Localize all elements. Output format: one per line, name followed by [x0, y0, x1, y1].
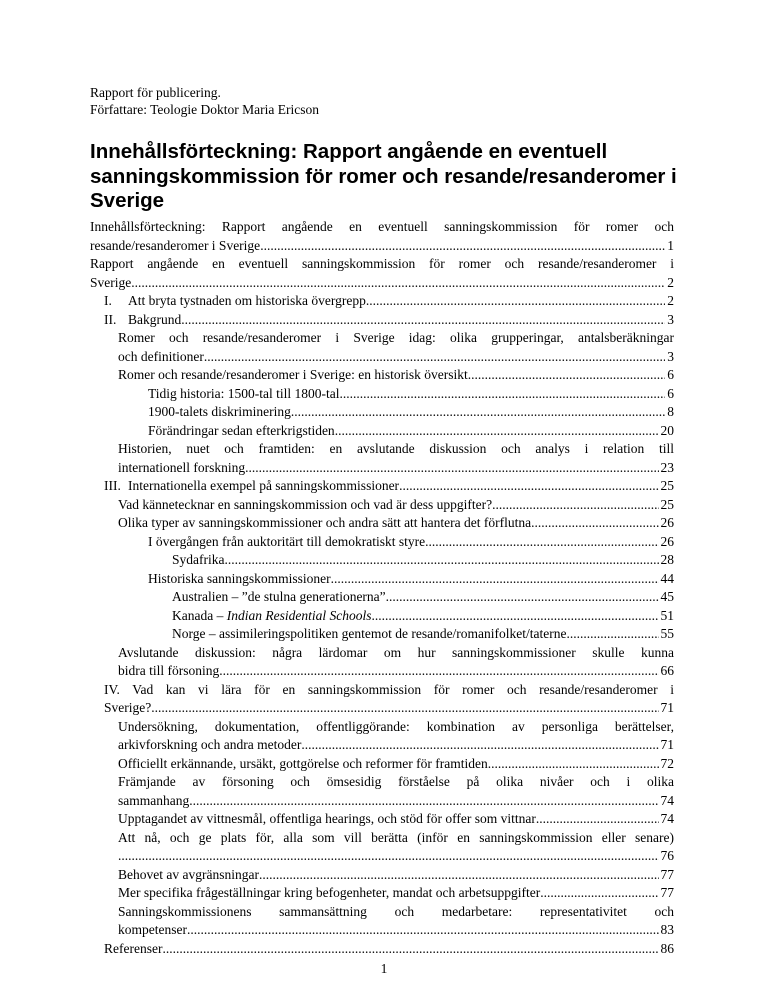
toc-entry-text: Främjande av försoning och ömsesidig förståelse på olika nivåer och i olika — [118, 774, 674, 789]
toc-entry[interactable] — [90, 570, 674, 589]
dot-leader — [386, 588, 659, 607]
dot-leader — [366, 292, 665, 311]
dot-leader — [245, 459, 658, 478]
dot-leader — [187, 921, 659, 940]
toc-entry-text: Avslutande diskussion: några lärdomar om hur sanningskommissioner skulle kunna — [118, 644, 674, 660]
toc-entry[interactable] — [90, 810, 674, 829]
toc-entry-text: Upptagandet av vittnesmål, offentliga hearings, och stöd för offer som vittnar — [118, 811, 536, 826]
toc-entry-text: Officiellt erkännande, ursäkt, gottgörelse och reformer för framtiden — [118, 755, 488, 771]
toc-page-number: 77 — [660, 866, 674, 882]
toc-entry[interactable] — [90, 884, 674, 903]
toc-entry[interactable] — [90, 496, 674, 515]
toc-entry[interactable] — [90, 607, 674, 626]
table-of-contents — [90, 218, 674, 958]
toc-entry-text: Sanningskommissionens sammansättning och medarbetare: representativitet och — [118, 903, 674, 919]
dot-leader — [131, 274, 665, 293]
toc-entry[interactable] — [90, 292, 674, 311]
toc-page-number: 8 — [667, 404, 674, 419]
toc-entry-text: Tidig historia: 1500-tal till 1800-tal — [148, 385, 340, 401]
toc-entry[interactable] — [90, 422, 674, 441]
dot-leader — [567, 625, 659, 644]
toc-entry[interactable] — [90, 440, 674, 477]
page-number: 1 — [380, 961, 388, 976]
toc-entry[interactable] — [90, 255, 674, 292]
toc-entry-text: 1900-talets diskriminering — [148, 404, 291, 419]
dot-leader — [181, 311, 665, 330]
toc-page-number: 74 — [660, 792, 674, 808]
toc-entry[interactable] — [90, 403, 674, 422]
toc-entry[interactable] — [90, 681, 674, 718]
toc-page-number: 86 — [660, 940, 674, 956]
toc-page-number: 26 — [660, 533, 674, 549]
toc-entry-text: Sydafrika — [172, 552, 225, 567]
toc-page-number: 44 — [660, 570, 674, 586]
toc-entry[interactable] — [90, 588, 674, 607]
toc-page-number: 74 — [660, 811, 674, 826]
toc-page-number: 71 — [660, 737, 674, 752]
toc-page-number: 45 — [660, 589, 674, 604]
dot-leader — [335, 422, 659, 441]
toc-entry[interactable] — [90, 625, 674, 644]
dot-leader — [492, 496, 658, 515]
dot-leader — [540, 884, 658, 903]
toc-entry-text: och definitioner — [118, 348, 204, 364]
toc-entry-text: bidra till försoning — [118, 663, 220, 678]
toc-page-number: 51 — [660, 607, 674, 623]
toc-entry[interactable] — [90, 866, 674, 885]
report-author: Författare: Teologie Doktor Maria Ericson — [90, 102, 319, 117]
toc-page-number: 23 — [660, 459, 674, 475]
toc-page-number: 3 — [667, 311, 674, 327]
toc-entry[interactable] — [90, 477, 674, 496]
toc-page-number: 55 — [660, 626, 674, 641]
dot-leader — [399, 477, 658, 496]
toc-entry-text: Bakgrund — [128, 311, 182, 327]
toc-entry-text: resande/resanderomer i Sverige — [90, 237, 261, 253]
toc-entry[interactable] — [90, 903, 674, 940]
report-status: Rapport för publicering. — [90, 85, 221, 100]
dot-leader — [162, 940, 658, 959]
toc-entry-text: Sverige — [90, 274, 132, 290]
toc-entry[interactable] — [90, 218, 674, 255]
dot-leader — [536, 810, 659, 829]
toc-entry[interactable] — [90, 829, 674, 866]
toc-page-number: 25 — [660, 496, 674, 512]
toc-entry-text: Vad kännetecknar en sanningskommission och vad är dess uppgifter? — [118, 496, 493, 512]
toc-page-number: 20 — [660, 422, 674, 438]
toc-page-number: 83 — [660, 922, 674, 937]
toc-entry-text: IV. Vad kan vi lära för en sanningskommission för romer och resande/resanderomer i — [104, 681, 674, 697]
toc-entry-text: Olika typer av sanningskommissioner och andra sätt att hantera det förflutna — [118, 515, 532, 530]
dot-leader — [259, 866, 659, 885]
toc-entry[interactable] — [90, 385, 674, 404]
toc-entry-number: III. — [104, 478, 121, 493]
toc-page-number: 6 — [667, 385, 674, 401]
dot-leader — [118, 847, 659, 866]
toc-entry-text: Australien – ”de stulna generationerna” — [172, 589, 386, 604]
dot-leader — [260, 237, 665, 256]
dot-leader — [219, 662, 658, 681]
toc-entry[interactable] — [90, 644, 674, 681]
toc-entry-text: Rapport angående en eventuell sanningskommission för romer och resande/resanderomer i — [90, 256, 674, 271]
toc-entry[interactable] — [90, 329, 674, 366]
toc-page-number: 6 — [667, 367, 674, 382]
toc-entry-text: Mer specifika frågeställningar kring befogenheter, mandat och arbetsuppgifter — [118, 885, 541, 900]
toc-entry[interactable] — [90, 718, 674, 755]
toc-page-number: 76 — [660, 848, 674, 863]
toc-page-number: 66 — [660, 663, 674, 678]
dot-leader — [291, 403, 665, 422]
toc-entry[interactable] — [90, 311, 674, 330]
toc-entry-text: internationell forskning — [118, 459, 246, 475]
dot-leader — [189, 792, 658, 811]
dot-leader — [301, 736, 658, 755]
dot-leader — [488, 755, 659, 774]
toc-page-number: 2 — [667, 274, 674, 290]
dot-leader — [224, 551, 658, 570]
toc-entry-number: I. — [104, 293, 112, 308]
toc-page-number: 71 — [660, 700, 674, 715]
dot-leader — [425, 533, 658, 552]
dot-leader — [531, 514, 658, 533]
toc-page-number: 28 — [660, 552, 674, 567]
dot-leader — [468, 366, 665, 385]
toc-entry[interactable] — [90, 533, 674, 552]
toc-entry-number: II. — [104, 311, 117, 327]
toc-entry-text: Romer och resande/resanderomer i Sverige idag: olika grupperingar, antalsberäkningar — [118, 330, 674, 345]
toc-entry-text: Att bryta tystnaden om historiska övergrepp — [128, 293, 366, 308]
toc-entry-prefix: Kanada – — [172, 607, 227, 623]
report-meta — [90, 84, 319, 118]
toc-page-number: 26 — [660, 515, 674, 530]
toc-entry-text: Behovet av avgränsningar — [118, 866, 259, 882]
toc-entry-text: Norge – assimileringspolitiken gentemot de resande/romanifolket/taterne — [172, 626, 567, 641]
toc-entry-text: Historiska sanningskommissioner — [148, 570, 331, 586]
toc-entry[interactable] — [90, 366, 674, 385]
toc-page-number: 25 — [660, 478, 674, 493]
toc-entry-text: Internationella exempel på sanningskommissioner — [128, 478, 400, 493]
dot-leader — [204, 348, 665, 367]
toc-page-number: 77 — [660, 885, 674, 900]
toc-entry-text: kompetenser — [118, 922, 187, 937]
toc-entry[interactable] — [90, 514, 674, 533]
dot-leader — [371, 607, 658, 626]
toc-entry-text: Historien, nuet och framtiden: en avslutande diskussion och analys i relation till — [118, 441, 674, 456]
toc-page-number: 1 — [667, 237, 674, 253]
toc-entry-text: Att nå, och ge plats för, alla som vill berätta (inför en sanningskommission eller senare) — [118, 829, 674, 845]
toc-entry-text: Referenser — [104, 940, 163, 956]
toc-page-number: 72 — [660, 755, 674, 771]
toc-entry-text — [172, 607, 371, 626]
toc-entry-text: sammanhang — [118, 792, 190, 808]
toc-entry-text: Sverige? — [104, 700, 152, 715]
toc-entry-italic: Indian Residential Schools — [226, 607, 372, 623]
dot-leader — [340, 385, 666, 404]
toc-entry-text: I övergången från auktoritärt till demokratiskt styre — [148, 533, 426, 549]
toc-entry-text: arkivforskning och andra metoder — [118, 737, 302, 752]
toc-entry-text: Romer och resande/resanderomer i Sverige: en historisk översikt — [118, 367, 468, 382]
toc-entry[interactable] — [90, 551, 674, 570]
toc-entry[interactable] — [90, 940, 674, 959]
toc-entry-text: Förändringar sedan efterkrigstiden — [148, 422, 335, 438]
toc-entry[interactable] — [90, 773, 674, 810]
toc-entry-text: Undersökning, dokumentation, offentliggörande: kombination av personliga berättelser, — [118, 718, 674, 734]
toc-page-number: 2 — [667, 293, 674, 308]
page-title: Innehållsförteckning: Rapport angående en eventuell sanningskommission för romer och resande/resanderomer i Sverige — [90, 140, 677, 212]
dot-leader — [331, 570, 659, 589]
toc-page-number: 3 — [667, 348, 674, 364]
dot-leader — [151, 699, 658, 718]
toc-entry-text: Innehållsförteckning: Rapport angående en eventuell sanningskommission för romer och — [90, 219, 674, 234]
toc-entry[interactable] — [90, 755, 674, 774]
